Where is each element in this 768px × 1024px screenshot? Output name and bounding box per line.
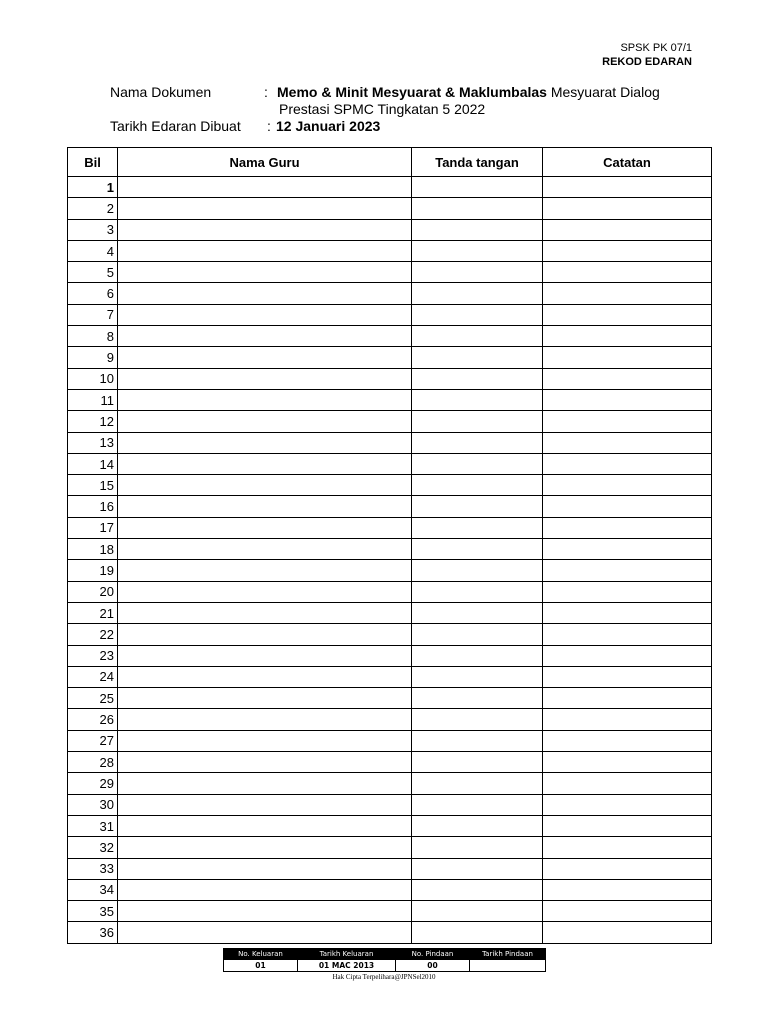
signature-cell[interactable]: [412, 922, 543, 943]
row-number: 21: [68, 602, 118, 623]
notes-cell[interactable]: [543, 901, 712, 922]
name-cell[interactable]: [118, 326, 412, 347]
col-header-tanda-tangan: Tanda tangan: [412, 148, 543, 177]
row-number: 35: [68, 901, 118, 922]
row-number: 22: [68, 624, 118, 645]
table-row: [68, 368, 712, 389]
table-header-row: [68, 148, 712, 177]
row-number: 28: [68, 752, 118, 773]
signature-cell[interactable]: [412, 177, 543, 198]
notes-cell[interactable]: [543, 475, 712, 496]
circulation-table: [67, 147, 712, 944]
notes-cell[interactable]: [543, 496, 712, 517]
signature-cell[interactable]: [412, 624, 543, 645]
name-cell[interactable]: [118, 730, 412, 751]
row-number: 14: [68, 453, 118, 474]
notes-cell[interactable]: [543, 240, 712, 261]
notes-cell[interactable]: [543, 219, 712, 240]
table-row: [68, 219, 712, 240]
col-header-catatan: Catatan: [543, 148, 712, 177]
name-cell[interactable]: [118, 922, 412, 943]
name-cell[interactable]: [118, 389, 412, 410]
notes-cell[interactable]: [543, 539, 712, 560]
signature-cell[interactable]: [412, 666, 543, 687]
table-row: [68, 453, 712, 474]
row-number: 11: [68, 389, 118, 410]
name-cell[interactable]: [118, 432, 412, 453]
table-row: [68, 560, 712, 581]
signature-cell[interactable]: [412, 475, 543, 496]
col-header-nama-guru: Nama Guru: [118, 148, 412, 177]
table-row: [68, 645, 712, 666]
signature-cell[interactable]: [412, 496, 543, 517]
table-row: [68, 922, 712, 943]
notes-cell[interactable]: [543, 262, 712, 283]
signature-cell[interactable]: [412, 240, 543, 261]
name-cell[interactable]: [118, 517, 412, 538]
table-row: [68, 709, 712, 730]
notes-cell[interactable]: [543, 581, 712, 602]
doc-name-rest: Mesyuarat Dialog: [546, 84, 660, 100]
row-number: 15: [68, 475, 118, 496]
revision-value-row: [224, 960, 546, 972]
revision-no-pindaan: 00: [396, 960, 470, 972]
table-row: [68, 858, 712, 879]
table-row: [68, 347, 712, 368]
name-cell[interactable]: [118, 666, 412, 687]
name-cell[interactable]: [118, 794, 412, 815]
notes-cell[interactable]: [543, 794, 712, 815]
name-cell[interactable]: [118, 539, 412, 560]
signature-cell[interactable]: [412, 326, 543, 347]
revision-header-tarikh-keluaran: Tarikh Keluaran: [298, 949, 396, 960]
signature-cell[interactable]: [412, 517, 543, 538]
revision-header-row: [224, 949, 546, 960]
table-row: [68, 666, 712, 687]
row-number: 12: [68, 411, 118, 432]
name-cell[interactable]: [118, 773, 412, 794]
row-number: 1: [68, 177, 118, 198]
name-cell[interactable]: [118, 901, 412, 922]
table-row: [68, 730, 712, 751]
table-row: [68, 624, 712, 645]
signature-cell[interactable]: [412, 560, 543, 581]
name-cell[interactable]: [118, 262, 412, 283]
signature-cell[interactable]: [412, 389, 543, 410]
table-row: [68, 475, 712, 496]
signature-cell[interactable]: [412, 645, 543, 666]
table-row: [68, 581, 712, 602]
signature-cell[interactable]: [412, 581, 543, 602]
name-cell[interactable]: [118, 602, 412, 623]
revision-tarikh-pindaan: [470, 960, 546, 972]
row-number: 31: [68, 815, 118, 836]
row-number: 33: [68, 858, 118, 879]
row-number: 6: [68, 283, 118, 304]
signature-cell[interactable]: [412, 411, 543, 432]
signature-cell[interactable]: [412, 709, 543, 730]
table-row: [68, 177, 712, 198]
row-number: 9: [68, 347, 118, 368]
doc-name-line2: Prestasi SPMC Tingkatan 5 2022: [279, 101, 486, 117]
table-row: [68, 240, 712, 261]
revision-tarikh-keluaran: 01 MAC 2013: [298, 960, 396, 972]
notes-cell[interactable]: [543, 517, 712, 538]
signature-cell[interactable]: [412, 858, 543, 879]
notes-cell[interactable]: [543, 453, 712, 474]
table-row: [68, 539, 712, 560]
table-row: [68, 304, 712, 325]
notes-cell[interactable]: [543, 815, 712, 836]
row-number: 17: [68, 517, 118, 538]
notes-cell[interactable]: [543, 709, 712, 730]
signature-cell[interactable]: [412, 198, 543, 219]
notes-cell[interactable]: [543, 730, 712, 751]
name-cell[interactable]: [118, 815, 412, 836]
doc-name-colon: :: [264, 84, 268, 100]
signature-cell[interactable]: [412, 283, 543, 304]
table-row: [68, 326, 712, 347]
doc-name-label: Nama Dokumen: [110, 84, 212, 100]
notes-cell[interactable]: [543, 922, 712, 943]
row-number: 10: [68, 368, 118, 389]
row-number: 18: [68, 539, 118, 560]
name-cell[interactable]: [118, 475, 412, 496]
date-label: Tarikh Edaran Dibuat: [110, 118, 241, 134]
table-row: [68, 283, 712, 304]
notes-cell[interactable]: [543, 602, 712, 623]
notes-cell[interactable]: [543, 389, 712, 410]
notes-cell[interactable]: [543, 560, 712, 581]
row-number: 30: [68, 794, 118, 815]
name-cell[interactable]: [118, 453, 412, 474]
signature-cell[interactable]: [412, 837, 543, 858]
signature-cell[interactable]: [412, 794, 543, 815]
form-code: SPSK PK 07/1: [620, 42, 692, 54]
name-cell[interactable]: [118, 624, 412, 645]
row-number: 8: [68, 326, 118, 347]
table-body: [68, 177, 712, 944]
table-row: [68, 879, 712, 900]
signature-cell[interactable]: [412, 304, 543, 325]
table-row: [68, 432, 712, 453]
row-number: 24: [68, 666, 118, 687]
table-row: [68, 794, 712, 815]
date-value: 12 Januari 2023: [276, 118, 381, 134]
table-row: [68, 752, 712, 773]
notes-cell[interactable]: [543, 645, 712, 666]
name-cell[interactable]: [118, 177, 412, 198]
notes-cell[interactable]: [543, 347, 712, 368]
name-cell[interactable]: [118, 368, 412, 389]
notes-cell[interactable]: [543, 304, 712, 325]
notes-cell[interactable]: [543, 688, 712, 709]
row-number: 7: [68, 304, 118, 325]
name-cell[interactable]: [118, 837, 412, 858]
col-header-bil: Bil: [68, 148, 118, 177]
doc-name-bold: Memo & Minit Mesyuarat & Maklumbalas: [277, 84, 547, 100]
date-colon: :: [267, 118, 271, 134]
notes-cell[interactable]: [543, 326, 712, 347]
name-cell[interactable]: [118, 879, 412, 900]
name-cell[interactable]: [118, 709, 412, 730]
notes-cell[interactable]: [543, 773, 712, 794]
notes-cell[interactable]: [543, 283, 712, 304]
signature-cell[interactable]: [412, 347, 543, 368]
table-row: [68, 389, 712, 410]
document-code: [602, 41, 692, 69]
table-row: [68, 773, 712, 794]
revision-header-tarikh-pindaan: Tarikh Pindaan: [470, 949, 546, 960]
signature-cell[interactable]: [412, 752, 543, 773]
row-number: 4: [68, 240, 118, 261]
notes-cell[interactable]: [543, 858, 712, 879]
name-cell[interactable]: [118, 752, 412, 773]
revision-header-no-keluaran: No. Keluaran: [224, 949, 298, 960]
table-row: [68, 496, 712, 517]
revision-table: [223, 948, 546, 972]
row-number: 34: [68, 879, 118, 900]
table-row: [68, 688, 712, 709]
notes-cell[interactable]: [543, 837, 712, 858]
row-number: 13: [68, 432, 118, 453]
name-cell[interactable]: [118, 581, 412, 602]
signature-cell[interactable]: [412, 815, 543, 836]
notes-cell[interactable]: [543, 879, 712, 900]
notes-cell[interactable]: [543, 624, 712, 645]
name-cell[interactable]: [118, 645, 412, 666]
row-number: 16: [68, 496, 118, 517]
row-number: 29: [68, 773, 118, 794]
name-cell[interactable]: [118, 496, 412, 517]
form-title: REKOD EDARAN: [602, 56, 692, 68]
table-row: [68, 602, 712, 623]
table-row: [68, 815, 712, 836]
signature-cell[interactable]: [412, 773, 543, 794]
signature-cell[interactable]: [412, 432, 543, 453]
name-cell[interactable]: [118, 858, 412, 879]
name-cell[interactable]: [118, 560, 412, 581]
name-cell[interactable]: [118, 219, 412, 240]
signature-cell[interactable]: [412, 730, 543, 751]
table-row: [68, 517, 712, 538]
name-cell[interactable]: [118, 304, 412, 325]
row-number: 32: [68, 837, 118, 858]
name-cell[interactable]: [118, 347, 412, 368]
name-cell[interactable]: [118, 240, 412, 261]
copyright-notice: Hak Cipta Terpelihara@JPNSel2010: [332, 973, 436, 981]
table-row: [68, 837, 712, 858]
name-cell[interactable]: [118, 198, 412, 219]
notes-cell[interactable]: [543, 752, 712, 773]
doc-name-value: [277, 84, 660, 101]
table-row: [68, 262, 712, 283]
row-number: 36: [68, 922, 118, 943]
row-number: 23: [68, 645, 118, 666]
row-number: 2: [68, 198, 118, 219]
notes-cell[interactable]: [543, 198, 712, 219]
signature-cell[interactable]: [412, 879, 543, 900]
row-number: 27: [68, 730, 118, 751]
table-row: [68, 901, 712, 922]
notes-cell[interactable]: [543, 368, 712, 389]
signature-cell[interactable]: [412, 262, 543, 283]
name-cell[interactable]: [118, 411, 412, 432]
row-number: 19: [68, 560, 118, 581]
signature-cell[interactable]: [412, 901, 543, 922]
signature-cell[interactable]: [412, 219, 543, 240]
row-number: 20: [68, 581, 118, 602]
signature-cell[interactable]: [412, 539, 543, 560]
notes-cell[interactable]: [543, 432, 712, 453]
signature-cell[interactable]: [412, 602, 543, 623]
signature-cell[interactable]: [412, 688, 543, 709]
name-cell[interactable]: [118, 283, 412, 304]
name-cell[interactable]: [118, 688, 412, 709]
revision-header-no-pindaan: No. Pindaan: [396, 949, 470, 960]
signature-cell[interactable]: [412, 453, 543, 474]
row-number: 3: [68, 219, 118, 240]
signature-cell[interactable]: [412, 368, 543, 389]
notes-cell[interactable]: [543, 411, 712, 432]
table-row: [68, 411, 712, 432]
row-number: 26: [68, 709, 118, 730]
row-number: 5: [68, 262, 118, 283]
notes-cell[interactable]: [543, 666, 712, 687]
notes-cell[interactable]: [543, 177, 712, 198]
row-number: 25: [68, 688, 118, 709]
revision-no-keluaran: 01: [224, 960, 298, 972]
table-row: [68, 198, 712, 219]
